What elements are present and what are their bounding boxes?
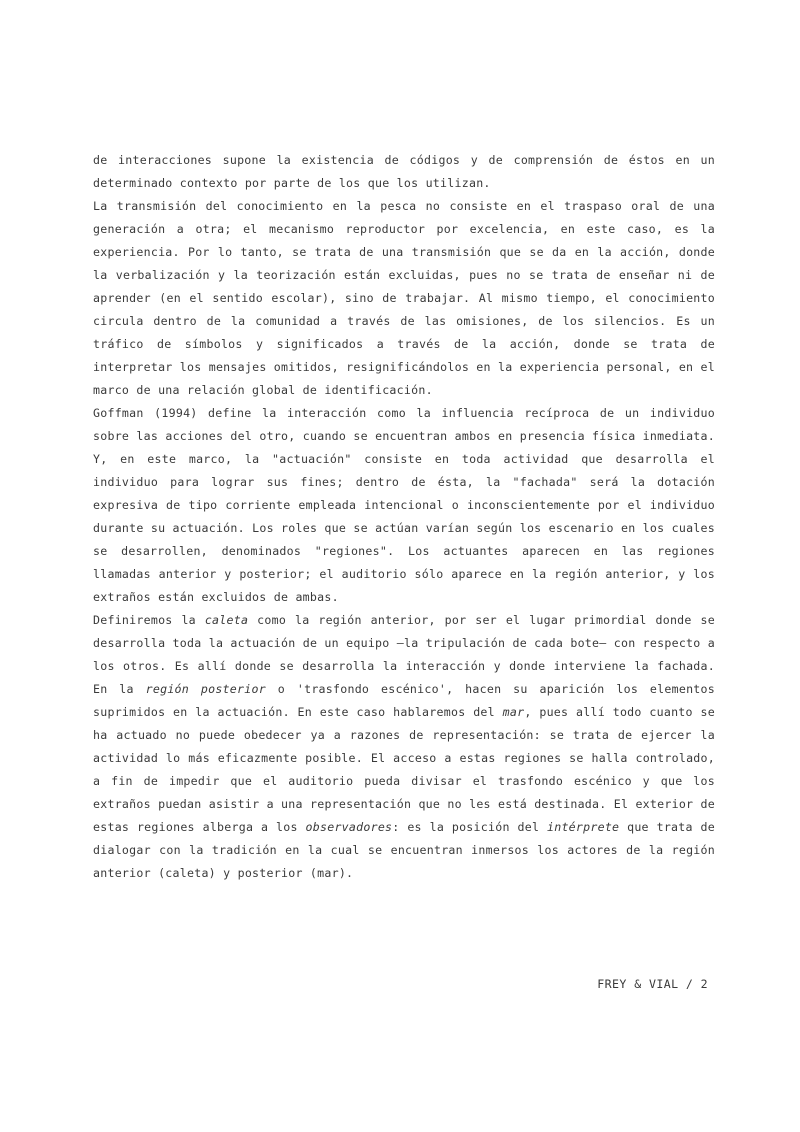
text-segment: Goffman (1994) define la interacción como la influencia recíproca de un individuo sobre las acciones del otro, cuando se encuentran ambos en presencia física inmediata. Y, en este marco, la "actuación" consiste en toda actividad que desarrolla el individuo para lograr sus fines; dentro de ésta, la "fachada" será la dotación expresiva de tipo corriente empleada intencional o inconscientemente por el individuo durante su actuación. Los roles que se actúan varían según los escenario en los cuales se desarrollen, denominados "regiones". Los actuantes aparecen en las regiones llamadas anterior y posterior; el auditorio sólo aparece en la región anterior, y los extraños están excluidos de ambas. <box>93 406 715 604</box>
italic-term: observadores <box>305 820 393 834</box>
paragraph <box>93 609 715 885</box>
italic-term: mar <box>502 705 525 719</box>
paragraph <box>93 402 715 609</box>
text-segment: , pues allí todo cuanto se ha actuado no puede obedecer ya a razones de representación: se trata de ejercer la actividad lo más eficazmente posible. El acceso a estas regiones se halla controlado, a fin de impedir que el auditorio pueda divisar el trasfondo escénico y que los extraños puedan asistir a una representación que no les está destinada. El exterior de estas regiones alberga a los <box>93 705 715 834</box>
text-segment: : es la posición del <box>392 820 547 834</box>
italic-term: intérprete <box>546 820 620 834</box>
italic-term: caleta <box>204 613 249 627</box>
text-segment: Definiremos la <box>93 613 205 627</box>
running-footer: FREY & VIAL / 2 <box>597 977 708 991</box>
text-segment: La transmisión del conocimiento en la pesca no consiste en el traspaso oral de una generación a otra; el mecanismo reproductor por excelencia, en este caso, es la experiencia. Por lo tanto, se trata de una transmisión que se da en la acción, donde la verbalización y la teorización están excluidas, pues no se trata de enseñar ni de aprender (en el sentido escolar), sino de trabajar. Al mismo tiempo, el conocimiento circula dentro de la comunidad a través de las omisiones, de los silencios. Es un tráfico de símbolos y significados a través de la acción, donde se trata de interpretar los mensajes omitidos, resignificándolos en la experiencia personal, en el marco de una relación global de identificación. <box>93 199 715 397</box>
paragraph <box>93 195 715 402</box>
italic-term: región posterior <box>145 682 266 696</box>
body-text <box>93 149 715 885</box>
paragraph <box>93 149 715 195</box>
text-segment: de interacciones supone la existencia de códigos y de comprensión de éstos en un determinado contexto por parte de los que los utilizan. <box>93 153 715 190</box>
text-segment: o 'trasfondo escénico', hacen su aparición los elementos suprimidos en la actuación. En este caso hablaremos del <box>93 682 715 719</box>
text-segment: como la región anterior, por ser el lugar primordial donde se desarrolla toda la actuación de un equipo —la tripulación de cada bote— con respecto a los otros. Es allí donde se desarrolla la interacción y donde interviene la fachada. En la <box>93 613 716 696</box>
text-segment: que trata de dialogar con la tradición en la cual se encuentran inmersos los actores de la región anterior (caleta) y posterior (mar). <box>93 820 715 880</box>
